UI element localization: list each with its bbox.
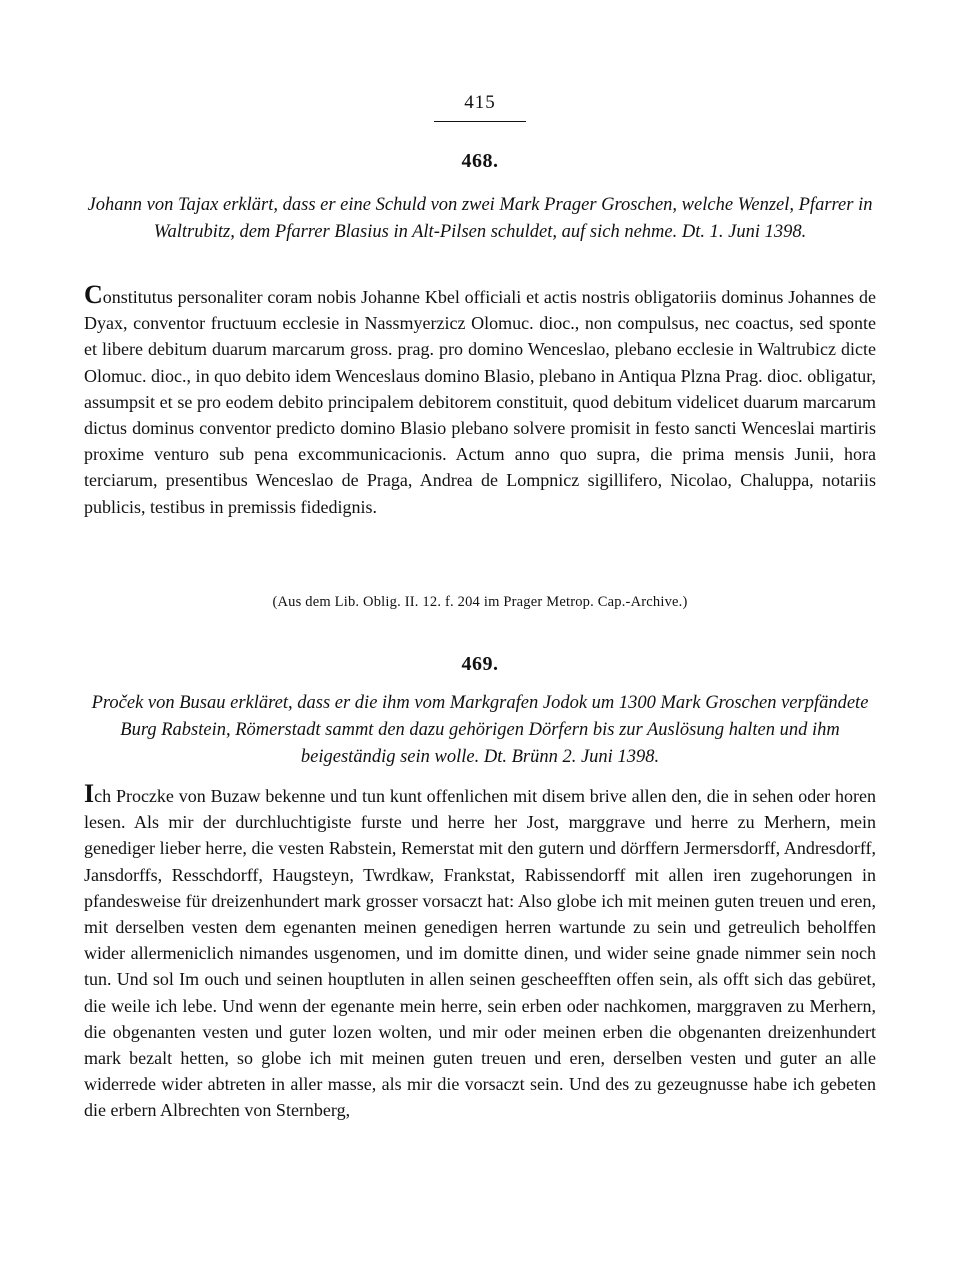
page-number: 415 bbox=[464, 92, 496, 113]
regest-468: Johann von Tajax erklärt, dass er eine Schuld von zwei Mark Prager Groschen, welche Wenzel, Pfarrer in Waltrubitz, dem Pfarrer Blasius in Alt-Pilsen schuldet, auf sich nehme. Dt. 1. Juni 1398. bbox=[87, 195, 873, 242]
charter-text-468-body: onstitutus personaliter coram nobis Johanne Kbel officiali et actis nostris obligatoriis dominus Johannes de Dyax, conventor fructuum ecclesie in Nassmyerzicz Olomuc. dioc., non compulsus, nec coactus, sed sponte et libere debitum duarum marcarum gross. prag. pro domino Wenceslao, plebano ecclesie in Waltrubicz dicte Olomuc. dioc., in quo debito idem Wenceslaus domino Blasio, plebano in Antiqua Plzna Prag. dioc. obligatur, assumpsit et se pro eodem debito principalem debitorem constituit, quod debitum videlicet duarum marcarum dictus dominus conventor predicto domino Blasio plebano solvere promisit in festo sancti Wenceslai martiris proxime venturo sub pena excommunicacionis. Actum anno quo supra, die prima mensis Junii, hora terciarum, presentibus Wenceslao de Praga, Andrea de Lompnicz sigillifero, Nicolao, Chaluppa, notariis publicis, testibus in premissis fidedignis. bbox=[84, 287, 876, 517]
page-number-rule bbox=[434, 121, 526, 122]
regest-469: Proček von Busau erkläret, dass er die ihm vom Markgrafen Jodok um 1300 Mark Groschen verpfändete Burg Rabstein, Römerstadt sammt den dazu gehörigen Dörfern bis zur Auslösung halten und ihm beigeständig sein wolle. Dt. Brünn 2. Juni 1398. bbox=[91, 693, 869, 767]
charter-text-468 bbox=[84, 280, 876, 520]
document-number-468: 468. bbox=[461, 150, 499, 172]
source-note-468: (Aus dem Lib. Oblig. II. 12. f. 204 im Prager Metrop. Cap.-Archive.) bbox=[272, 594, 688, 610]
initial-letter-468: C bbox=[84, 280, 103, 309]
charter-text-469 bbox=[84, 779, 876, 1124]
initial-letter-469: I bbox=[84, 779, 95, 808]
document-number-469: 469. bbox=[461, 653, 499, 675]
charter-text-469-body: ch Proczke von Buzaw bekenne und tun kunt offenlichen mit disem brive allen den, die in sehen oder horen lesen. Als mir der durchluchtigiste furste und herre her Jost, marggrave und herre zu Merhern, mein genediger lieber herre, die vesten Rabstein, Remerstat mit den gutern und dörffern Jermersdorff, Andresdorff, Jansdorffs, Resschdorff, Haugsteyn, Twrdkaw, Frankstat, Rabissendorff mit allen iren zugehorungen in pfandesweise für dreizenhundert mark grosser vorsaczt hat: Also globe ich mit meinen guten treuen und eren, mit derselben vesten dem egenanten meinen genedigen herren wartunde zu sein und getreulich beholffen wider allermeniclich nimandes usgenomen, und im domitte dinen, und wider seine gnade nimmer sein noch tun. Und sol Im ouch und seinen houptluten in allen seinen gescheefften offen sein, als offt sich das gebüret, die weile ich lebe. Und wenn der egenante mein herre, sein erben oder nachkomen, marggraven zu Merhern, die obgenanten vesten und guter lozen wolten, und mir oder meinen erben die obgenanten dreizenhundert mark bezalt hetten, so globe ich mit meinen guten treuen und eren, derselben vesten und guter an alle widerrede wider abtreten in aller masse, als mir die vorsaczt sein. Und des zu gezeugnusse habe ich gebeten die erbern Albrechten von Sternberg, bbox=[84, 786, 876, 1121]
